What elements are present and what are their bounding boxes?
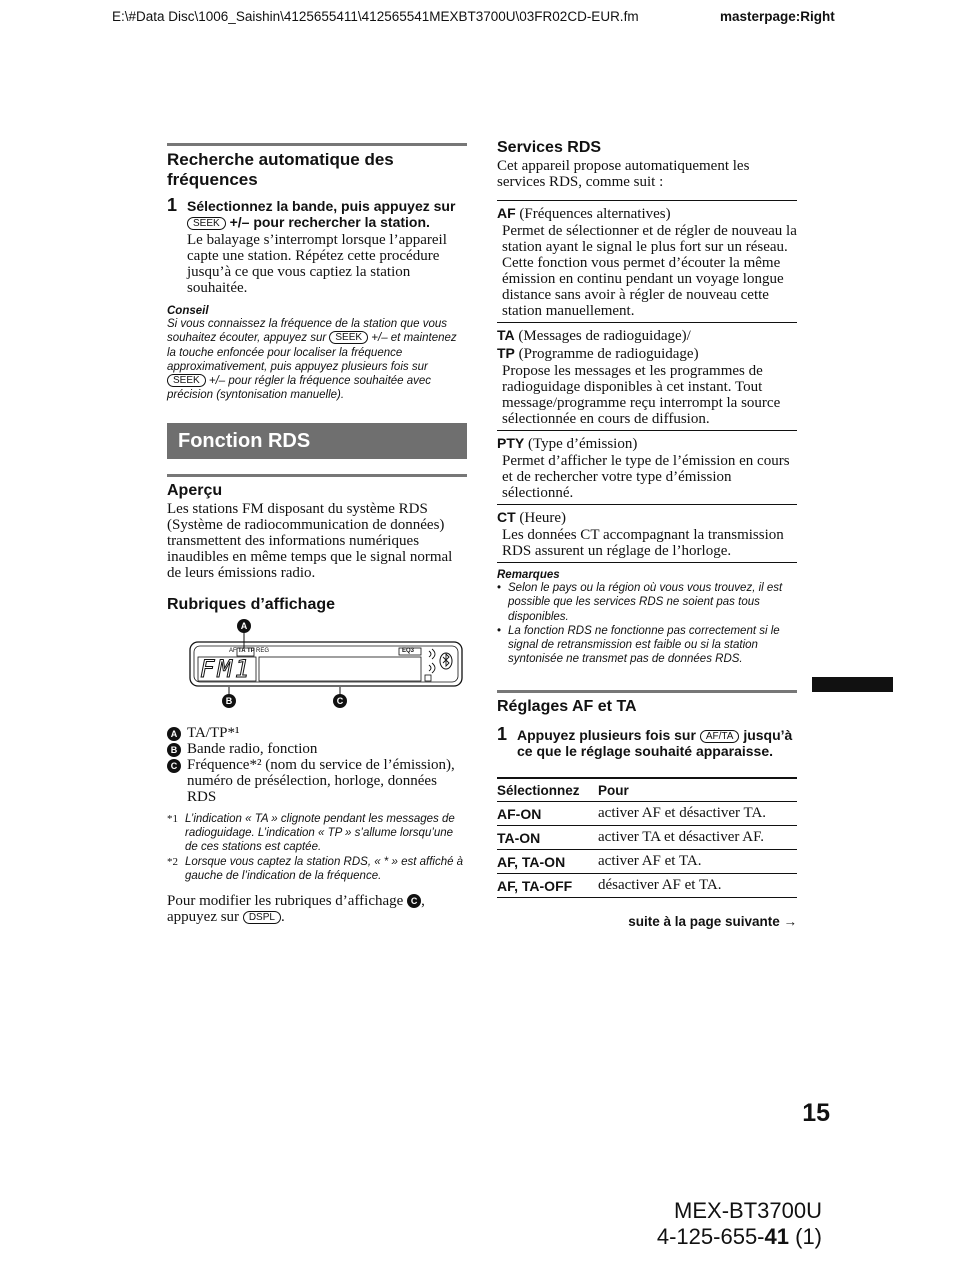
table-row <box>497 826 797 850</box>
feature-code: CT <box>497 509 516 525</box>
table-row <box>497 850 797 874</box>
signal-icon <box>429 663 435 673</box>
remarques-note <box>497 569 797 667</box>
feature-name: (Programme de radioguidage) <box>514 346 699 362</box>
table-row <box>497 802 797 826</box>
step-text: +/– pour rechercher la station. <box>229 214 430 230</box>
legend-mark: B <box>167 743 181 757</box>
modify-display-text <box>167 893 467 925</box>
legend-item <box>167 757 467 805</box>
footnote-text: L’indication « TA » clignote pendant les messages de radioguidage. L’indication « TP » s’allume lorsqu’une de ces stations est captée. <box>185 812 455 854</box>
remarque-item <box>497 581 797 624</box>
seek-step <box>167 195 467 296</box>
remarque-item <box>497 624 797 667</box>
feature-code: TA <box>497 327 515 343</box>
af-indicator: AF <box>229 647 237 654</box>
bullet-icon: • <box>497 582 502 594</box>
bluetooth-glyph <box>443 654 449 666</box>
body-text: , appuyez sur <box>167 893 425 926</box>
conseil-note <box>167 305 467 403</box>
seek-key: SEEK <box>329 331 368 344</box>
footnote-text: Lorsque vous captez la station RDS, « * » est affiché à gauche de l’indication de la fréquence. <box>185 855 464 882</box>
right-column <box>497 138 797 929</box>
tatp-indicator: TA TP <box>238 647 255 654</box>
feature-desc: Les données CT accompagnant la transmission RDS assurent un réglage de l’horloge. <box>502 527 784 559</box>
file-path: E:\#Data Disc\1006_Saishin\4125655411\412565541MEXBT3700U\03FR02CD-EUR.fm <box>112 9 639 24</box>
bullet-icon: • <box>497 624 502 637</box>
feature-ct <box>497 504 797 559</box>
display-legend <box>167 725 467 805</box>
step-instruction <box>517 727 797 759</box>
signal-icon <box>429 649 435 659</box>
feature-af <box>497 200 797 319</box>
feature-desc: Permet d’afficher le type de l’émission en cours et de rechercher votre type d’émission sélectionné. <box>502 453 790 501</box>
callout-b: B <box>222 694 236 708</box>
step-number: 1 <box>497 723 508 744</box>
remarque-text: Selon le pays ou la région où vous vous trouvez, il est possible que les services RDS ne soient pas tous disponibles. <box>508 582 783 623</box>
conseil-text <box>167 317 467 403</box>
section-tab-marker <box>812 677 893 692</box>
section-rule <box>167 474 467 477</box>
feature-name: (Type d’émission) <box>524 436 638 452</box>
table-row <box>497 874 797 898</box>
footnote-mark: *2 <box>167 855 178 868</box>
rubriques-title: Rubriques d’affichage <box>167 595 336 613</box>
table-cell: TA-ON <box>497 826 598 850</box>
legend-item <box>167 725 467 741</box>
table-cell: désactiver AF et TA. <box>598 874 797 898</box>
services-title: Services RDS <box>497 139 602 156</box>
part-code-suffix: (1) <box>789 1224 822 1249</box>
footnote <box>167 812 467 855</box>
note-text: +/– pour régler la fréquence souhaitée avec précision (syntonisation manuelle). <box>167 375 432 402</box>
seek-key: SEEK <box>167 374 206 387</box>
services-intro: Cet appareil propose automatiquement les services RDS, comme suit : <box>497 158 750 190</box>
afta-step <box>497 723 797 759</box>
feature-ta-tp <box>497 322 797 427</box>
model-number: MEX-BT3700U <box>674 1198 822 1223</box>
feature-name: (Fréquences alternatives) <box>515 206 671 222</box>
legend-mark: A <box>167 727 181 741</box>
seek-section-title: Recherche automatique des fréquences <box>167 150 394 189</box>
table-cell: activer AF et désactiver TA. <box>598 802 797 826</box>
legend-mark: C <box>167 759 181 773</box>
eq-indicator: EQ3 <box>402 647 415 654</box>
body-text: Pour modifier les rubriques d’affichage <box>167 893 404 910</box>
remarque-text: La fonction RDS ne fonctionne pas correctement si le signal de retransmission est faible ou si la station syntonisée ne transmet pas de données RDS. <box>508 624 780 666</box>
note-text: +/– et maintenez la touche enfoncée pour localiser la fréquence approximativement, puis appuyez plusieurs fois sur <box>167 332 457 373</box>
dspl-key: DSPL <box>243 911 281 924</box>
feature-name: (Heure) <box>515 510 567 526</box>
left-column <box>167 143 467 925</box>
step-text: Sélectionnez la bande, puis appuyez sur <box>187 198 456 214</box>
reg-indicator: REG <box>256 647 270 654</box>
step-number: 1 <box>167 195 178 215</box>
afta-title: Réglages AF et TA <box>497 697 637 715</box>
feature-desc: Propose les messages et les programmes de radioguidage disponibles à cet instant. Tout message/programme reçu interrompt la source sélectionnée en cours de diffusion. <box>502 363 781 427</box>
apercu-body: Les stations FM disposant du système RDS (Système de radiocommunication de données) transmettent des informations numériques inaudibles en même temps que le signal normal de leurs émissions radio. <box>167 500 453 581</box>
part-code <box>560 1224 822 1250</box>
callout-c-mark: C <box>407 894 421 908</box>
feature-code: TP <box>497 345 515 361</box>
section-rule <box>497 690 797 693</box>
continue-note: suite à la page suivante → <box>628 914 797 930</box>
masterpage-label: masterpage:Right <box>720 9 835 24</box>
step-text: jusqu’à ce que le réglage souhaité apparaisse. <box>517 726 793 759</box>
af-ta-key: AF/TA <box>700 730 740 743</box>
table-header: Sélectionnez <box>497 778 598 802</box>
fm-band-text: FM1 <box>200 654 253 683</box>
seek-key: SEEK <box>187 217 226 230</box>
feature-list-end-rule <box>497 562 797 563</box>
feature-code: AF <box>497 205 516 221</box>
feature-list <box>497 200 797 563</box>
section-rule <box>167 143 467 146</box>
step-text: Appuyez plusieurs fois sur <box>517 726 696 743</box>
body-text: . <box>280 909 285 926</box>
callout-c: C <box>333 694 347 708</box>
legend-text: Bande radio, fonction <box>187 740 318 757</box>
feature-code: PTY <box>497 435 525 451</box>
feature-name: (Messages de radioguidage)/ <box>514 328 691 344</box>
table-cell: activer TA et désactiver AF. <box>598 826 797 850</box>
table-header-row <box>497 778 797 802</box>
legend-text: Fréquence*² (nom du service de l’émission), numéro de présélection, horloge, données RDS <box>187 756 455 805</box>
table-cell: AF, TA-OFF <box>497 874 598 898</box>
remarques-title: Remarques <box>497 569 560 581</box>
lock-icon <box>425 675 431 681</box>
feature-desc: Permet de sélectionner et de régler de nouveau la station ayant le signal le plus fort sur un réseau. Cette fonction vous permet d’écouter la même émission en continu pendant un voyage longue distance sans avoir à régler de nouveau cette station manuellement. <box>502 223 797 319</box>
legend-item <box>167 741 467 757</box>
table-cell: activer AF et TA. <box>598 850 797 874</box>
legend-text: TA/TP*¹ <box>187 724 240 741</box>
feature-pty <box>497 430 797 501</box>
footnote <box>167 855 467 884</box>
callout-a: A <box>237 619 251 633</box>
note-text: Si vous connaissez la fréquence de la station que vous souhaitez écouter, appuyez sur <box>167 318 448 345</box>
footnote-mark: *1 <box>167 812 178 825</box>
table-header: Pour <box>598 778 797 802</box>
footnotes <box>167 812 467 883</box>
display-illustration <box>167 621 467 721</box>
step-body: Le balayage s’interrompt lorsque l’appareil capte une station. Répétez cette procédure jusqu’à ce que vous captiez la station souhaitée. <box>187 232 447 296</box>
page-number: 15 <box>802 1099 830 1127</box>
part-code-bold: 41 <box>764 1224 789 1249</box>
table-cell: AF, TA-ON <box>497 850 598 874</box>
apercu-title: Aperçu <box>167 481 223 499</box>
frequency-area <box>259 657 421 681</box>
afta-table <box>497 777 797 899</box>
part-code-prefix: 4-125-655- <box>656 1224 765 1249</box>
rds-band-title: Fonction RDS <box>167 423 467 459</box>
step-instruction <box>187 198 467 230</box>
conseil-title: Conseil <box>167 305 209 317</box>
table-cell: AF-ON <box>497 802 598 826</box>
